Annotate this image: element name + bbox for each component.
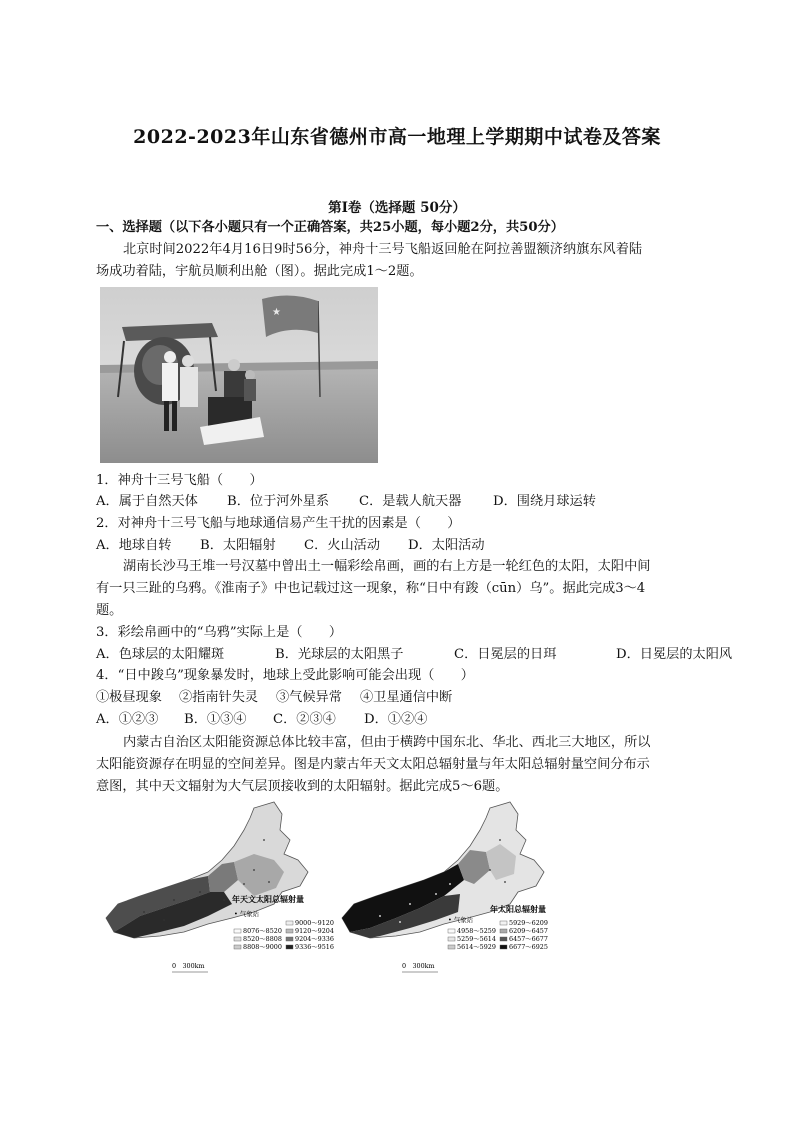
q1-option-a: A．属于自然天体 <box>96 494 198 509</box>
intro1-line2: 场成功着陆，宇航员顺利出舱（图）。据此完成1～2题。 <box>96 264 423 279</box>
q2-option-d: D．太阳活动 <box>408 538 485 553</box>
q2-option-a: A．地球自转 <box>96 538 172 553</box>
section-title: 第Ⅰ卷（选择题 50分） <box>328 200 466 216</box>
capsule-landing-photo <box>100 287 378 463</box>
q1-stem: 1．神舟十三号飞船（ ） <box>96 473 263 488</box>
q1-options <box>96 492 596 512</box>
q3-option-b: B．光球层的太阳黑子 <box>275 647 404 662</box>
map2-title: 年太阳总辐射量 <box>490 904 546 914</box>
map2-legend-item: 6209～6457 <box>509 927 548 935</box>
q2-options <box>96 536 485 556</box>
map1-legend-item: 9204～9336 <box>295 935 334 943</box>
intro2-line3: 题。 <box>96 603 123 618</box>
q3-stem: 3．彩绘帛画中的“乌鸦”实际上是（ ） <box>96 625 343 640</box>
q3-options <box>96 645 732 665</box>
q4-stem: 4．“日中踆乌”现象暴发时，地球上受此影响可能会出现（ ） <box>96 668 474 683</box>
map2-legend-item: 5259～5614 <box>457 935 496 943</box>
intro3-line1: 内蒙古自治区太阳能资源总体比较丰富，但由于横跨中国东北、华北、西北三大地区，所以 <box>123 735 651 750</box>
q4-item-2: ②指南针失灵 <box>179 690 259 705</box>
map2-scale: 0 300km <box>402 962 435 970</box>
map1-station: • 气象站 <box>234 910 259 918</box>
part-heading: 一、选择题（以下各小题只有一个正确答案，共25小题，每小题2分，共50分） <box>96 220 564 235</box>
q3-option-a: A．色球层的太阳耀斑 <box>96 647 225 662</box>
q1-option-d: D．围绕月球运转 <box>493 494 596 509</box>
q4-item-4: ④卫星通信中断 <box>360 690 453 705</box>
q3-option-d: D．日冕层的太阳风 <box>616 647 733 662</box>
map1-legend-item: 9000～9120 <box>295 919 334 927</box>
intro1-line1: 北京时间2022年4月16日9时56分，神舟十三号飞船返回舱在阿拉善盟额济纳旗东风着陆 <box>123 242 643 257</box>
q4-option-c: C．②③④ <box>273 712 336 727</box>
q3-option-c: C．日冕层的日珥 <box>454 647 557 662</box>
q2-option-b: B．太阳辐射 <box>200 538 276 553</box>
intro3-line2: 太阳能资源存在明显的空间差异。图是内蒙古年天文太阳总辐射量与年太阳总辐射量空间分布示 <box>96 757 650 772</box>
q4-options <box>96 710 427 730</box>
map2-legend-item: 4958～5259 <box>457 927 496 935</box>
intro3-line3: 意图，其中天文辐射为大气层顶接收到的太阳辐射。据此完成5～6题。 <box>96 779 509 794</box>
intro2-line2: 有一只三趾的乌鸦。《淮南子》中也记载过这一现象，称“日中有踆（cūn）乌”。据此完成3～4 <box>96 581 646 596</box>
q4-option-b: B．①③④ <box>184 712 247 727</box>
q1-option-c: C．是载人航天器 <box>359 494 462 509</box>
map-total-radiation <box>340 800 590 980</box>
intro2-line1: 湖南长沙马王堆一号汉墓中曾出土一幅彩绘帛画，画的右上方是一轮红色的太阳，太阳中间 <box>123 559 651 574</box>
svg-text:★: ★ <box>272 307 281 318</box>
map2-station: • 气象站 <box>448 916 473 924</box>
map1-scale: 0 300km <box>172 962 205 970</box>
map2-legend-item: 5614～5929 <box>457 943 496 951</box>
q4-option-d: D．①②④ <box>364 712 428 727</box>
q4-item-3: ③气候异常 <box>276 690 342 705</box>
map2-legend-item: 6457～6677 <box>509 935 548 943</box>
page-title: 2022-2023年山东省德州市高一地理上学期期中试卷及答案 <box>133 126 661 148</box>
map1-legend-item: 9336～9516 <box>295 943 334 951</box>
map-astronomical-radiation <box>104 800 354 980</box>
q2-option-c: C．火山活动 <box>304 538 381 553</box>
q4-items <box>96 688 452 708</box>
map1-legend-item: 8808～9000 <box>243 943 282 951</box>
map2-legend-item: 6677～6925 <box>509 943 548 951</box>
map1-legend-item: 8520～8808 <box>243 935 282 943</box>
map2-legend-item: 5929～6209 <box>509 919 548 927</box>
map1-legend <box>234 919 334 951</box>
q1-option-b: B．位于河外星系 <box>227 494 330 509</box>
map1-title: 年天文太阳总辐射量 <box>232 894 304 904</box>
map1-legend-item: 8076～8520 <box>243 927 282 935</box>
q4-option-a: A．①②③ <box>96 712 159 727</box>
q4-item-1: ①极昼现象 <box>96 690 162 705</box>
map1-legend-item: 9120～9204 <box>295 927 334 935</box>
q2-stem: 2．对神舟十三号飞船与地球通信易产生干扰的因素是（ ） <box>96 516 461 531</box>
